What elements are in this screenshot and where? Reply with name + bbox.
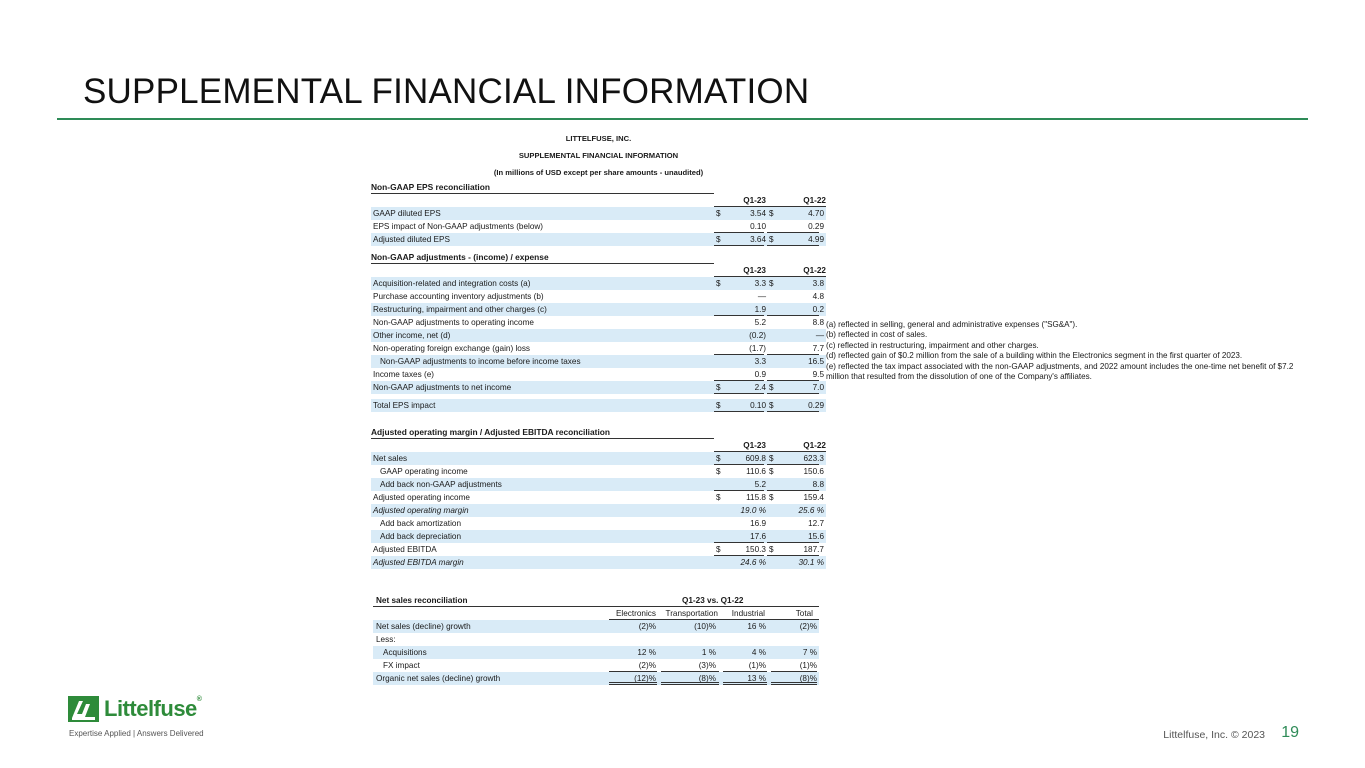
- dollar-sign: $: [716, 235, 721, 244]
- table-row: [371, 316, 826, 329]
- column-total: Total: [795, 609, 813, 618]
- dollar-sign: $: [716, 383, 721, 392]
- value-q1-22: 4.99: [808, 235, 824, 244]
- dollar-sign: $: [769, 383, 774, 392]
- value-industrial: 13 %: [747, 674, 766, 683]
- table-row: [371, 465, 826, 478]
- value-electronics: (12)%: [634, 674, 656, 683]
- ebitda-section-title: Adjusted operating margin / Adjusted EBITDA reconciliation: [371, 426, 714, 439]
- value-q1-22: 7.0: [812, 383, 824, 392]
- financial-table-document: [371, 130, 826, 569]
- column-q1-22: Q1-22: [803, 196, 826, 205]
- value-q1-22: 187.7: [803, 545, 824, 554]
- value-q1-23: —: [757, 292, 766, 301]
- value-q1-23: 5.2: [754, 480, 766, 489]
- table-row: [371, 543, 826, 556]
- value-industrial: 16 %: [747, 622, 766, 631]
- value-transportation: 1 %: [701, 648, 716, 657]
- value-q1-23: 2.4: [754, 383, 766, 392]
- row-label: EPS impact of Non-GAAP adjustments (below): [373, 222, 544, 231]
- value-q1-23: 3.3: [754, 279, 766, 288]
- row-label: Non-GAAP adjustments to income before income taxes: [380, 357, 581, 366]
- column-transportation: Transportation: [665, 609, 718, 618]
- row-label: Adjusted diluted EPS: [373, 235, 450, 244]
- column-header: [371, 439, 826, 452]
- page-number: 19: [1281, 724, 1299, 741]
- table-row: [371, 452, 826, 465]
- value-transportation: (3)%: [698, 661, 716, 670]
- row-label: Income taxes (e): [373, 370, 434, 379]
- table-row: [371, 491, 826, 504]
- table-row: [371, 220, 826, 233]
- value-q1-23: 0.10: [750, 222, 766, 231]
- row-label: Acquisitions: [383, 648, 427, 657]
- slide-title: SUPPLEMENTAL FINANCIAL INFORMATION: [83, 72, 810, 111]
- row-label: Other income, net (d): [373, 331, 451, 340]
- dollar-sign: $: [769, 454, 774, 463]
- value-electronics: (2)%: [638, 661, 656, 670]
- net-sales-period: Q1-23 vs. Q1-22: [682, 596, 744, 605]
- row-label: Add back non-GAAP adjustments: [380, 480, 502, 489]
- column-q1-23: Q1-23: [743, 441, 766, 450]
- value-q1-22: 25.6 %: [798, 506, 824, 515]
- footer-copyright: Littelfuse, Inc. © 2023: [1163, 729, 1265, 741]
- value-q1-23: 1.9: [754, 305, 766, 314]
- value-q1-22: 12.7: [808, 519, 824, 528]
- row-label: Organic net sales (decline) growth: [376, 674, 501, 683]
- table-row: [371, 478, 826, 491]
- value-q1-22: 7.7: [812, 344, 824, 353]
- value-total: (2)%: [799, 622, 817, 631]
- table-row: [371, 303, 826, 316]
- value-q1-23: 609.8: [745, 454, 766, 463]
- logo-tagline: Expertise Applied | Answers Delivered: [69, 729, 204, 738]
- value-q1-22: 159.4: [803, 493, 824, 502]
- title-divider: [57, 118, 1308, 120]
- dollar-sign: $: [769, 401, 774, 410]
- dollar-sign: $: [769, 467, 774, 476]
- value-electronics: 12 %: [637, 648, 656, 657]
- row-label: Net sales (decline) growth: [376, 622, 471, 631]
- eps-section-title: Non-GAAP EPS reconciliation: [371, 181, 714, 194]
- dollar-sign: $: [716, 279, 721, 288]
- value-q1-23: 17.6: [750, 532, 766, 541]
- value-total: (8)%: [799, 674, 817, 683]
- row-label: Non-operating foreign exchange (gain) loss: [373, 344, 531, 353]
- table-row: [373, 646, 819, 659]
- value-transportation: (8)%: [698, 674, 716, 683]
- value-q1-23: (0.2): [749, 331, 766, 340]
- company-name: LITTELFUSE, INC.: [565, 134, 632, 143]
- row-label: Total EPS impact: [373, 401, 436, 410]
- value-q1-22: 3.8: [812, 279, 824, 288]
- footnote-a: (a) reflected in selling, general and administrative expenses ("SG&A").: [826, 320, 1078, 329]
- row-label: Non-GAAP adjustments to net income: [373, 383, 512, 392]
- table-row: [371, 504, 826, 517]
- column-q1-22: Q1-22: [803, 266, 826, 275]
- row-label: Acquisition-related and integration costs (a): [373, 279, 531, 288]
- value-q1-22: 150.6: [803, 467, 824, 476]
- document-heading: SUPPLEMENTAL FINANCIAL INFORMATION: [518, 151, 679, 160]
- littelfuse-logo-icon: [68, 696, 99, 722]
- value-q1-22: 30.1 %: [798, 558, 824, 567]
- dollar-sign: $: [769, 493, 774, 502]
- row-label: Adjusted operating margin: [373, 506, 469, 515]
- table-row: [371, 233, 826, 246]
- value-q1-23: 24.6 %: [740, 558, 766, 567]
- row-label: FX impact: [383, 661, 420, 670]
- dollar-sign: $: [716, 493, 721, 502]
- row-label: Purchase accounting inventory adjustments (b): [373, 292, 544, 301]
- value-q1-22: 0.29: [808, 401, 824, 410]
- column-electronics: Electronics: [615, 609, 656, 618]
- value-industrial: (1)%: [748, 661, 766, 670]
- column-q1-23: Q1-23: [743, 196, 766, 205]
- value-q1-23: 16.9: [750, 519, 766, 528]
- value-q1-23: 115.8: [746, 493, 766, 502]
- footnotes: [826, 320, 1346, 382]
- table-row: [371, 368, 826, 381]
- table-row: [371, 556, 826, 569]
- net-sales-header: [373, 595, 819, 607]
- row-label: Adjusted operating income: [373, 493, 470, 502]
- table-row: [373, 633, 819, 646]
- table-row: [371, 355, 826, 368]
- table-row: [371, 290, 826, 303]
- value-q1-23: 3.64: [750, 235, 766, 244]
- row-label: Restructuring, impairment and other charges (c): [373, 305, 547, 314]
- net-sales-reconciliation-table: [373, 595, 819, 685]
- document-subheading: (In millions of USD except per share amounts - unaudited): [493, 168, 704, 177]
- logo-wordmark: Littelfuse®: [104, 696, 202, 721]
- value-q1-22: 8.8: [812, 318, 824, 327]
- row-label: GAAP diluted EPS: [373, 209, 441, 218]
- value-q1-22: 8.8: [812, 480, 824, 489]
- dollar-sign: $: [716, 401, 721, 410]
- value-q1-23: 150.3: [745, 545, 766, 554]
- document-header: [371, 130, 826, 181]
- dollar-sign: $: [769, 545, 774, 554]
- value-q1-23: 3.54: [750, 209, 766, 218]
- table-row: [371, 207, 826, 220]
- row-label: Adjusted EBITDA: [373, 545, 437, 554]
- value-q1-22: 16.5: [808, 357, 824, 366]
- footnote-b: (b) reflected in cost of sales.: [826, 330, 928, 340]
- dollar-sign: $: [769, 235, 774, 244]
- dollar-sign: $: [716, 209, 721, 218]
- dollar-sign: $: [716, 545, 721, 554]
- value-electronics: (2)%: [638, 622, 656, 631]
- value-total: (1)%: [799, 661, 817, 670]
- dollar-sign: $: [716, 467, 721, 476]
- table-row: [371, 399, 826, 412]
- table-row: [371, 342, 826, 355]
- value-q1-23: 110.6: [746, 467, 766, 476]
- value-q1-22: 623.3: [803, 454, 824, 463]
- row-label: Non-GAAP adjustments to operating income: [373, 318, 534, 327]
- table-row: [373, 672, 819, 685]
- value-q1-22: —: [815, 331, 824, 340]
- table-row: [371, 530, 826, 543]
- row-label: Adjusted EBITDA margin: [373, 558, 464, 567]
- net-sales-section-title: Net sales reconciliation: [376, 596, 468, 605]
- row-label: Net sales: [373, 454, 408, 463]
- row-label: GAAP operating income: [380, 467, 468, 476]
- column-header: [371, 264, 826, 277]
- table-row: [371, 381, 826, 394]
- table-row: [373, 620, 819, 633]
- table-row: [373, 659, 819, 672]
- value-q1-23: 0.10: [750, 401, 766, 410]
- adjustments-section-title: Non-GAAP adjustments - (income) / expense: [371, 251, 714, 264]
- footnote-d: (d) reflected gain of $0.2 million from the sale of a building within the Electronics segment in the first quarter of 2023.: [826, 351, 1243, 361]
- dollar-sign: $: [769, 279, 774, 288]
- value-q1-23: 3.3: [754, 357, 766, 366]
- footnote-c: (c) reflected in restructuring, impairment and other charges.: [826, 340, 1039, 350]
- value-q1-22: 15.6: [808, 532, 824, 541]
- column-industrial: Industrial: [731, 609, 765, 618]
- value-q1-22: 0.29: [808, 222, 824, 231]
- value-industrial: 4 %: [751, 648, 766, 657]
- value-q1-22: 4.70: [808, 209, 824, 218]
- footnote-e-continued: million that resulted from the dissolution of one of the Company's affiliates.: [826, 372, 1092, 382]
- value-q1-22: 0.2: [812, 305, 824, 314]
- row-label: Add back depreciation: [380, 532, 462, 541]
- value-q1-23: (1.7): [749, 344, 766, 353]
- value-q1-22: 9.5: [812, 370, 824, 379]
- net-sales-column-header: [609, 607, 819, 620]
- value-transportation: (10)%: [694, 622, 716, 631]
- column-q1-22: Q1-22: [803, 441, 826, 450]
- table-row: [371, 517, 826, 530]
- column-header: [371, 194, 826, 207]
- value-total: 7 %: [802, 648, 817, 657]
- value-q1-23: 0.9: [754, 370, 766, 379]
- row-label: Add back amortization: [380, 519, 462, 528]
- value-q1-23: 5.2: [754, 318, 766, 327]
- footnote-e: (e) reflected the tax impact associated with the non-GAAP adjustments, and 2022 amount includes the one-time net benefit of $7.2: [826, 361, 1294, 371]
- value-q1-22: 4.8: [812, 292, 824, 301]
- table-row: [371, 329, 826, 342]
- table-row: [371, 277, 826, 290]
- dollar-sign: $: [769, 209, 774, 218]
- value-q1-23: 19.0 %: [740, 506, 766, 515]
- column-q1-23: Q1-23: [743, 266, 766, 275]
- row-label: Less:: [376, 635, 396, 644]
- dollar-sign: $: [716, 454, 721, 463]
